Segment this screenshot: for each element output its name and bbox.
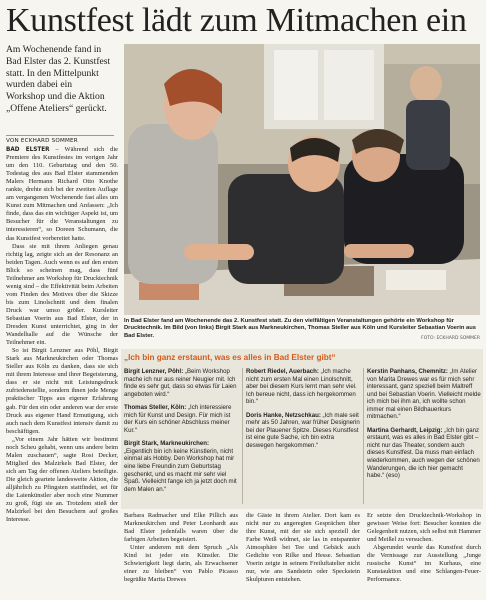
article-paragraph: Dass sie mit ihrem Anliegen genau richtig lag, zeigte sich an der Resonanz an beiden Tagen. Auch wenn es auf den ersten Blick so scheinen mag, dass fünf Teilnehmer am Workshop für Drucktechnik wenig sind – die Effektivität beim Arbeiten vom Finden des Motives über die Skizze bis zum Linolschnitt und dem finalen Druck war umso größer. Kursleiter Sebastian Voerin aus Bad Elster, der in Dresden Kunst unterrichtet, ging in der Wandelhalle auf die Wünsche der Teilnehmer ein. [6,242,118,347]
quote-column-2 [246,368,360,455]
article-paragraph: BAD ELSTER – Während sich die Premiere des Kunstfestes im vorigen Jahr um den 110. Geburtstag und den 50. Todestag des aus Bad Elster stammenden Malers Hermann Richard Otto Knothe rankte, drehte sich bei der zweiten Auflage am vergangenen Wochenende fast alles um Kunst zum Mitmachen und Anfassen: „Ich finde, dass das ein wichtiger Aspekt ist, um Besucher für die Veranstaltungen zu interessieren“, so Doreen Schumann, die das Kunstfest vorbereitet hatte. [6,146,118,242]
article-column-1 [6,146,118,598]
quote-item: Birgit Lenzner, Pöhl: „Beim Workshop mache ich nur aus reiner Neugier mit. Ich finde es sehr gut, dass so etwas für Laien angeboten wird.“ [124,368,237,398]
quote-column-1 [124,368,238,499]
article-column-3 [246,512,360,584]
workshop-photo [124,44,480,315]
quote-separator [363,368,364,504]
article-paragraph: Abgerundet wurde das Kunstfest durch die Vernissage zur Ausstellung „Junge russische Kunst“ im Kurhaus, eine Kunstauktion und eine Schlangen-Feuer-Performance. [367,544,481,583]
article-paragraph: die Gäste in ihrem Atelier. Dort kam es nicht nur zu angeregten Gesprächen über ihre Kunst, mit der sie sich speziell der Farbe Weiß widmet, sie las in entspannter Atmosphäre bei Tee und Gebäck auch Gedichte von Rilke und Hesse. Sebastian Voerin zeigte in seinem Freiluftatelier nicht nur, wie ans Sandstein oder Speckstein Skulpturen entstehen. [246,512,360,583]
quote-item: Kerstin Panhans, Chemnitz: „Im Atelier von Marita Drewes war es für mich sehr interessant, ganz speziell beim Maltreff und bei Sebastian Voerin. Vielleicht melde ich mich bei ihm an, ich wollte schon immer mal einen Bildhauerkurs mitmachen.“ [367,368,481,421]
article-paragraph: Er setzte den Drucktechnik-Workshop in gewisser Weise fort: Besucher konnten die Gelegenheit nutzen, sich selbst mit Hammer und Meißel zu versuchen. [367,512,481,543]
quote-box-title: „Ich bin ganz erstaunt, was es alles in Bad Elster gibt“ [124,353,336,362]
article-paragraph: „Vor einem Jahr hätten wir bestimmt noch Scheu gehabt, wenn uns andere beim Malen zuschauen“, sagte Rosi Decker, Mitglied des Malzirkels Bad Elster, der sich am Tag der offenen Ateliers beteiligte. Die gleich geartete landesweite Aktion, die alljährlich zu Pfingsten stattfindet, sei für die Laienkünstler aber noch eine Nummer zu groß, fügt sie an. Trotzdem stieß der Malzirkel bei den Besuchern auf großes Interesse. [6,435,118,524]
article-column-4 [367,512,481,584]
quote-item: Thomas Steller, Köln: „Ich interessiere mich für Kunst und Design. Für mich ist der Kurs ein schöner Abschluss meiner Kur.“ [124,404,232,434]
quote-item: Birgit Stark, Markneukirchen: „Eigentlich bin ich keine Künstlerin, nicht einmal als Hobby. Den Workshop hat mir eine liebe Freundin zum Geburtstag geschenkt, und es macht mir sehr viel Spaß. Vielleicht fange ich ja jetzt doch mit dem Malen an.“ [124,440,237,493]
article-paragraph: So ist Birgit Lenzner aus Pöhl, Birgit Stark aus Markneukirchen oder Thomas Steller aus Köln zu danken, dass sie sich mit ihrem Interesse und ihrer Begeisterung, dass er sie nicht mit Leistungsdruck zufriedenstellte, sondern ihnen jede Menge praktischer Tipps aus eigener Erfahrung gab. Für den ein oder anderen war der erste Druck aus eigener Hand Ermutigung, sich auch nach dem Kunstfest intensiv damit zu beschäftigen. [6,347,118,435]
article-column-2 [124,512,238,584]
dateline: BAD ELSTER [6,147,50,153]
quote-item: Robert Riedel, Auerbach: „Ich mache nicht zum ersten Mal einen Linolschnitt, aber bei diesem Kurs lernt man sehr viel. Ich bereue nicht, dass ich hergekommen bin.“ [246,368,357,406]
quote-item: Martina Gerhardt, Leipzig: „Ich bin ganz erstaunt, was es alles in Bad Elster gibt – nicht nur das Theater, sondern auch dieses Kunstfest. Da muss man einfach wiederkommen, auch wegen der schönen Wanderungen, die ich hier gemacht habe.“ (eso) [367,426,480,480]
article-paragraph: Unter anderem mit dem Spruch „Als Kind ist jeder ein Künstler. Die Schwierigkeit liegt darin, als Erwachsener einer zu bleiben“ von Pablo Picasso begrüßte Marita Drewes [124,544,238,583]
quote-column-3 [367,368,481,486]
photo-caption: In Bad Elster fand am Wochenende das 2. Kunstfest statt. Zu den vielfältigen Veranstaltungen gehörte ein Workshop für Drucktechnik. Im Bild (von links) Birgit Stark aus Markneukirchen, Thomas Steller aus Köln und Kursleiter Sebastian Voerin aus Bad Elster. [124,318,476,339]
article-paragraph: Barbara Radmacher und Elke Pillich aus Markneukirchen und Peter Leonhardt aus Bad Elster jedenfalls waren über die farbigen Arbeiten begeistert. [124,512,238,543]
photo-credit: FOTO: ECKHARD SOMMER [421,336,480,341]
quote-separator [242,368,243,504]
quote-item: Doris Hanke, Netzschkau: „Ich male seit mehr als 50 Jahren, war früher Designerin bei der Plauener Spitze. Dieses Kunstfest ist eine gute Sache, ich bin extra deswegen hergekommen.“ [246,411,360,449]
byline: VON ECKHARD SOMMER [6,135,114,144]
headline: Kunstfest lädt zum Mitmachen ein [6,2,467,39]
lede: Am Wochenende fand in Bad Elster das 2. Kunstfest statt. In den Mittelpunkt wurden dabei ein Workshop und die Aktion „Offene Ateliers“ gerückt. [6,44,111,114]
